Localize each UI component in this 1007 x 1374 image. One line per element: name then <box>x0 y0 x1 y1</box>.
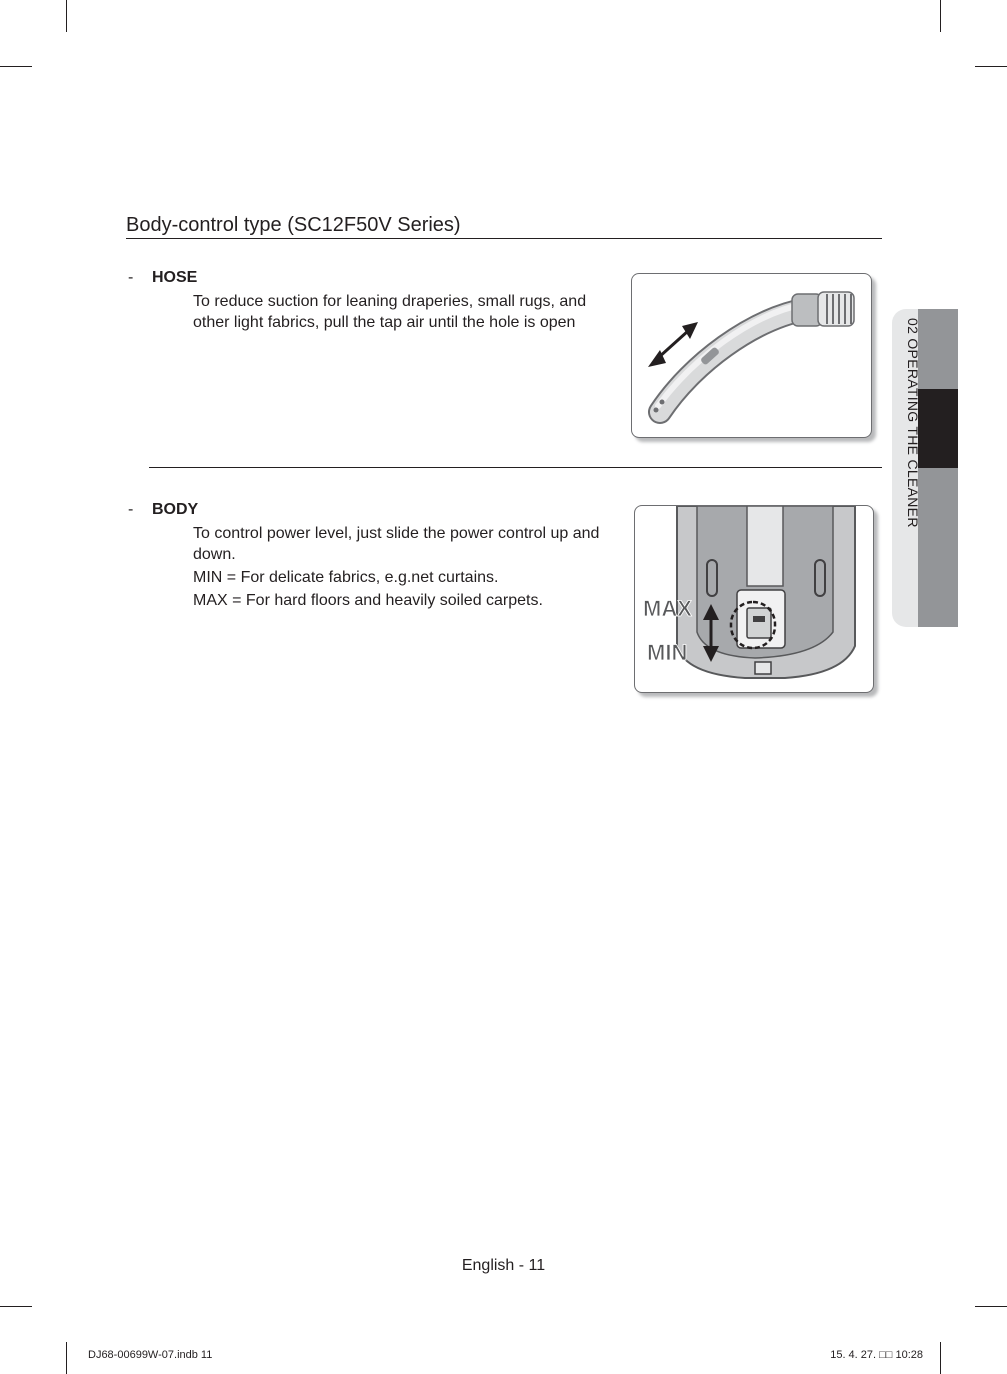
crop-mark <box>0 1306 32 1307</box>
title-divider <box>126 238 882 239</box>
body-description <box>193 523 613 611</box>
cleaner-body-illustration <box>635 506 873 692</box>
section-title: Body-control type (SC12F50V Series) <box>126 214 461 236</box>
body-line: MIN = For delicate fabrics, e.g.net curtains. <box>193 569 499 586</box>
body-line: MAX = For hard floors and heavily soiled carpets. <box>193 592 543 609</box>
crop-mark <box>975 1306 1007 1307</box>
crop-mark <box>0 66 32 67</box>
side-tab-marker <box>918 389 958 468</box>
hose-figure <box>631 273 872 438</box>
crop-mark <box>66 1342 67 1374</box>
item-divider <box>149 467 882 468</box>
crop-mark <box>66 0 67 32</box>
date-slug: 15. 4. 27. □□ 10:28 <box>830 1349 923 1361</box>
max-label: MAX <box>643 596 692 621</box>
bullet-dash: - <box>128 269 134 286</box>
crop-mark <box>940 1342 941 1374</box>
side-tab-label: 02 OPERATING THE CLEANER <box>905 318 921 528</box>
body-figure <box>634 505 874 693</box>
hose-line: To reduce suction for leaning draperies, small rugs, and other light fabrics, pull the tap air until the hole is open <box>193 293 587 331</box>
hose-title: HOSE <box>152 269 198 286</box>
hose-illustration <box>632 274 871 437</box>
crop-mark <box>975 66 1007 67</box>
side-tab-bar <box>918 309 958 627</box>
file-slug: DJ68-00699W-07.indb 11 <box>88 1349 213 1361</box>
page-number: English - 11 <box>461 1257 546 1274</box>
min-label: MIN <box>647 640 688 665</box>
bullet-dash: - <box>128 501 134 518</box>
hose-description <box>193 291 605 333</box>
body-line: To control power level, just slide the power control up and down. <box>193 525 600 563</box>
crop-mark <box>940 0 941 32</box>
body-title: BODY <box>152 501 199 518</box>
